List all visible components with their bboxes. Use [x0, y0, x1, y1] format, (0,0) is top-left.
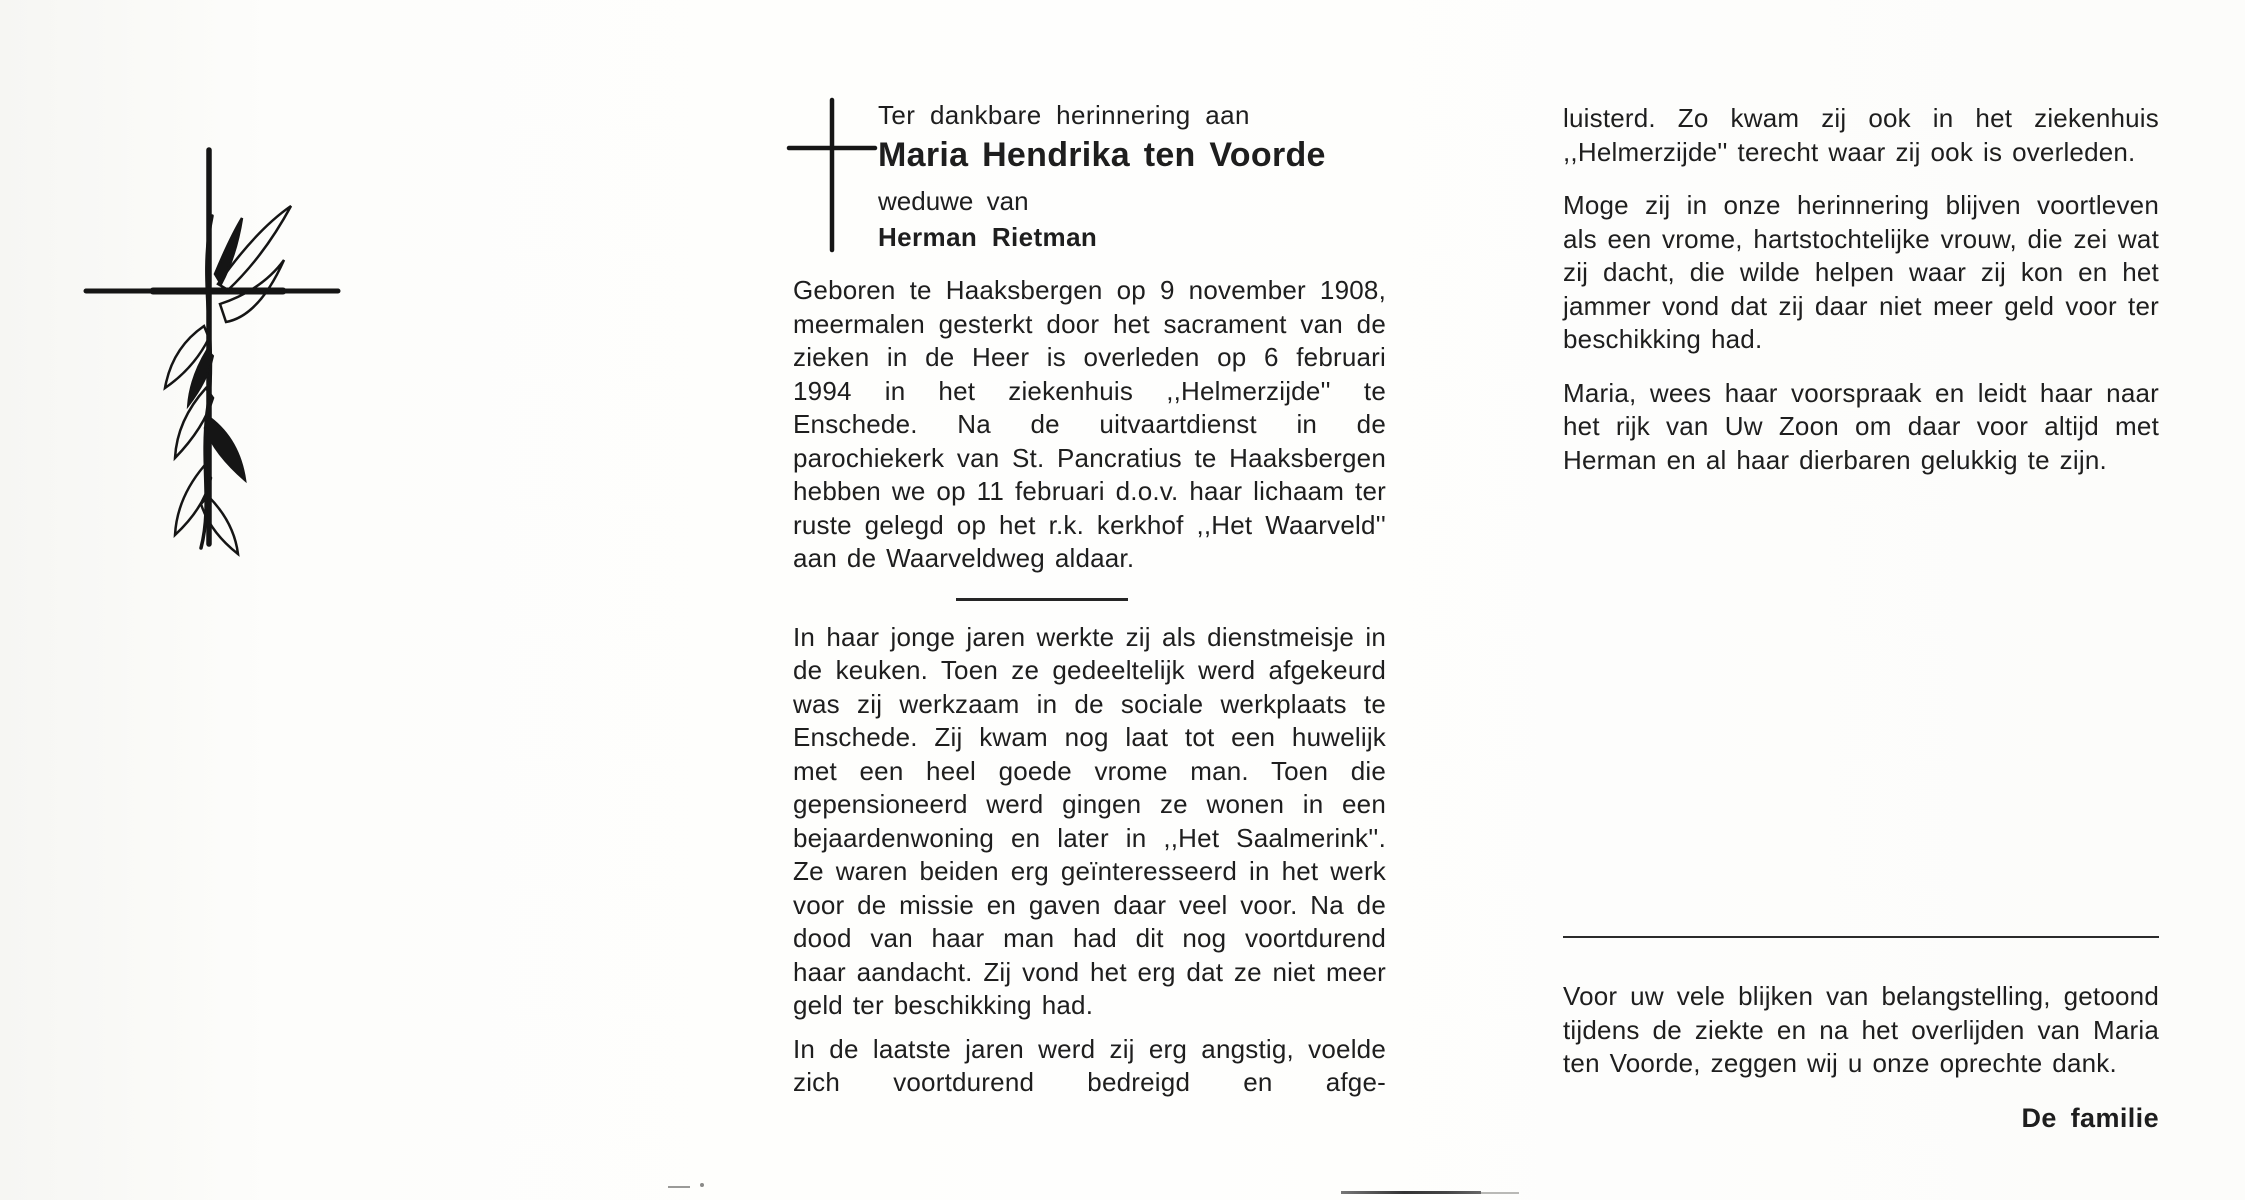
card-header	[793, 98, 1386, 254]
signature: De familie	[2021, 1102, 2159, 1133]
relation-line: weduwe van	[878, 186, 1029, 216]
scan-artifact	[668, 1186, 690, 1188]
scan-artifact	[1341, 1191, 1481, 1194]
section-divider	[1563, 936, 2159, 938]
middle-column-text	[793, 274, 1386, 1100]
cross-with-palm-branch-icon	[58, 88, 348, 558]
memorial-paragraph: Geboren te Haaksbergen op 9 november 1908, meermalen gesterkt door het sacrament van de zieken in de Heer is overleden op 6 februari 1994 in het ziekenhuis ,,Helmerzijde'' te Enschede. Na de uitvaartdienst in de parochiekerk van St. Pancratius te Haaksbergen hebben we op 11 februari d.o.v. haar lichaam ter ruste gelegd op het r.k. kerkhof ,,Het Waarveld'' aan de Waarveldweg aldaar.	[793, 275, 1386, 573]
memorial-paragraph: Moge zij in onze herinnering blijven voortleven als een vrome, hartstochtelijke vrouw, die zei wat zij dacht, die wilde helpen waar zij kon en het jammer vond dat zij daar niet meer geld voor ter beschikking had.	[1563, 190, 2159, 354]
cross-with-palm-branch-illustration	[58, 88, 348, 563]
scan-artifact	[700, 1183, 704, 1187]
deceased-name: Maria Hendrika ten Voorde	[878, 136, 1326, 174]
memorial-paragraph: luisterd. Zo kwam zij ook in het ziekenhuis ,,Helmerzijde'' terecht waar zij ook is overleden.	[1563, 103, 2159, 167]
middle-column	[793, 98, 1386, 1100]
thanks-paragraph: Voor uw vele blijken van belangstelling, getoond tijdens de ziekte en na het overlijden van Maria ten Voorde, zeggen wij u onze oprechte dank.	[1563, 981, 2159, 1078]
acknowledgement-section	[1563, 936, 2159, 1135]
section-divider	[956, 598, 1128, 601]
memorial-paragraph: In de laatste jaren werd zij erg angstig, voelde zich voortdurend bedreigd en afge-	[793, 1033, 1386, 1097]
memorial-paragraph: Maria, wees haar voorspraak en leidt haar naar het rijk van Uw Zoon om daar voor altijd met Herman en al haar dierbaren gelukkig te zijn.	[1563, 377, 2159, 475]
spouse-name: Herman Rietman	[878, 222, 1098, 252]
right-column	[1563, 98, 2159, 497]
intro-line: Ter dankbare herinnering aan	[878, 100, 1250, 130]
memorial-paragraph: In haar jonge jaren werkte zij als dienstmeisje in de keuken. Toen ze gedeeltelijk werd afgekeurd was zij werkzaam in de sociale werkplaats te Enschede. Zij kwam nog laat tot een huwelijk met een heel goede vrome man. Toen die gepensioneerd werd gingen ze wonen in een bejaardenwoning en later in ,,Het Saalmerink''. Ze waren beiden erg geïnteresseerd in het werk voor de missie en gaven daar veel voor. Na de dood van haar man had dit nog voortdurend haar aandacht. Zij vond het erg dat ze niet meer geld ter beschikking had.	[793, 621, 1386, 1020]
scan-artifact	[1481, 1192, 1519, 1194]
